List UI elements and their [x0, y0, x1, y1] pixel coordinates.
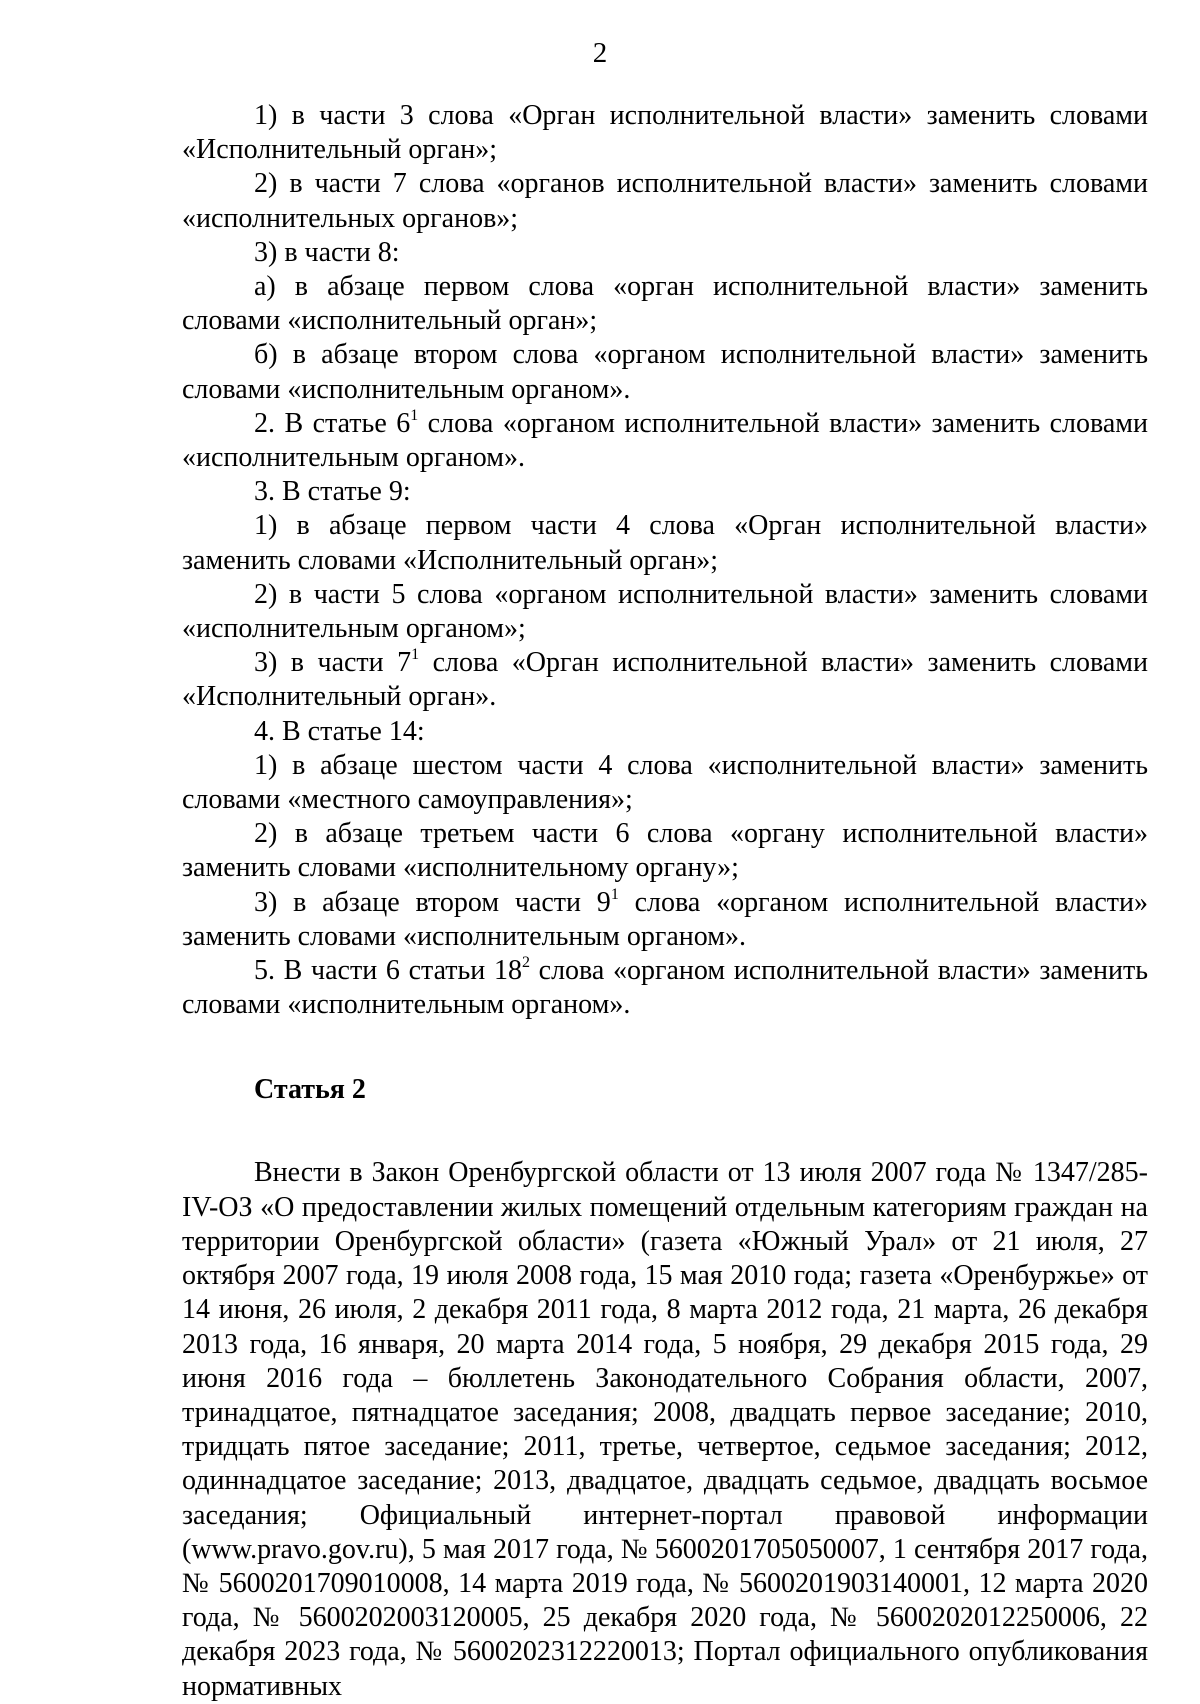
paragraph-text-end: слова «органом исполнительной власти» заменить словами «исполнительным органом». [182, 407, 1148, 474]
paragraph-text-end: слова «органом исполнительной власти» заменить словами «исполнительным органом». [182, 955, 1148, 1021]
article-superscript: 1 [411, 646, 420, 664]
paragraph-text-start: 2. В статье 6 [254, 407, 411, 439]
article-heading: Статья 2 [254, 1074, 366, 1106]
article-superscript: 2 [521, 954, 530, 972]
amendment-paragraph [182, 886, 1148, 954]
amendment-paragraph: б) в абзаце втором слова «органом исполнительной власти» заменить словами «исполнительным органом». [182, 339, 1148, 405]
amendment-paragraph: 2) в части 5 слова «органом исполнительной власти» заменить словами «исполнительным органом»; [182, 578, 1148, 645]
amendment-paragraph [182, 646, 1148, 714]
amendment-paragraph: 2) в абзаце третьем части 6 слова «органу исполнительной власти» заменить словами «исполнительному органу»; [182, 818, 1148, 884]
amendment-paragraph: 1) в абзаце первом части 4 слова «Орган исполнительной власти» заменить словами «Исполнительный орган»; [182, 510, 1148, 576]
amendment-paragraph: 1) в части 3 слова «Орган исполнительной власти» заменить словами «Исполнительный орган»; [182, 100, 1148, 166]
article-superscript: 1 [410, 406, 419, 424]
amendment-paragraph: а) в абзаце первом слова «орган исполнительной власти» заменить словами «исполнительный орган»; [182, 271, 1148, 337]
article-superscript: 1 [610, 885, 619, 903]
amendment-paragraph: 3. В статье 9: [254, 476, 411, 508]
paragraph-text-end: слова «Орган исполнительной власти» заменить словами «Исполнительный орган». [182, 647, 1148, 713]
amendment-paragraph [182, 954, 1148, 1022]
amendment-paragraph: 3) в части 8: [254, 236, 400, 268]
paragraph-text-start: 3) в абзаце втором части 9 [254, 886, 611, 918]
article-body-paragraph: Внести в Закон Оренбургской области от 13 июля 2007 года № 1347/285-IV-ОЗ «О предоставлении жилых помещений отдельным категориям граждан на территории Оренбургской области» (газета «Южный Урал» от 21 июля, 27 октября 2007 года, 19 июля 2008 года, 15 мая 2010 года; газета «Оренбуржье» от 14 июня, 26 июля, 2 декабря 2011 года, 8 марта 2012 года, 21 марта, 26 декабря 2013 года, 16 января, 20 марта 2014 года, 5 ноября, 29 декабря 2015 года, 29 июня 2016 года – бюллетень Законодательного Собрания области, 2007, тринадцатое, пятнадцатое заседания; 2008, двадцать первое заседание; 2010, тридцать пятое заседание; 2011, третье, четвертое, седьмое заседания; 2012, одиннадцатое заседание; 2013, двадцатое, двадцать седьмое, двадцать восьмое заседания; Официальный интернет-портал правовой информации (www.pravo.gov.ru), 5 мая 2017 года, № 5600201705050007, 1 сентября 2017 года, № 5600201709010008, 14 марта 2019 года, № 5600201903140001, 12 марта 2020 года, № 5600202003120005, 25 декабря 2020 года, № 5600202012250006, 22 декабря 2023 года, № 5600202312220013; Портал официального опубликования нормативных [182, 1157, 1148, 1702]
amendment-paragraph: 1) в абзаце шестом части 4 слова «исполнительной власти» заменить словами «местного самоуправления»; [182, 749, 1148, 816]
paragraph-text-end: слова «органом исполнительной власти» заменить словами «исполнительным органом». [182, 886, 1148, 952]
amendment-paragraph: 2) в части 7 слова «органов исполнительной власти» заменить словами «исполнительных органов»; [182, 168, 1148, 234]
document-body [182, 99, 1148, 1704]
paragraph-text-start: 5. В части 6 статьи 18 [254, 955, 522, 987]
amendment-paragraph [182, 407, 1148, 475]
amendment-paragraph: 4. В статье 14: [254, 715, 425, 747]
page-number: 2 [592, 37, 608, 69]
paragraph-text-start: 3) в части 7 [254, 647, 412, 679]
